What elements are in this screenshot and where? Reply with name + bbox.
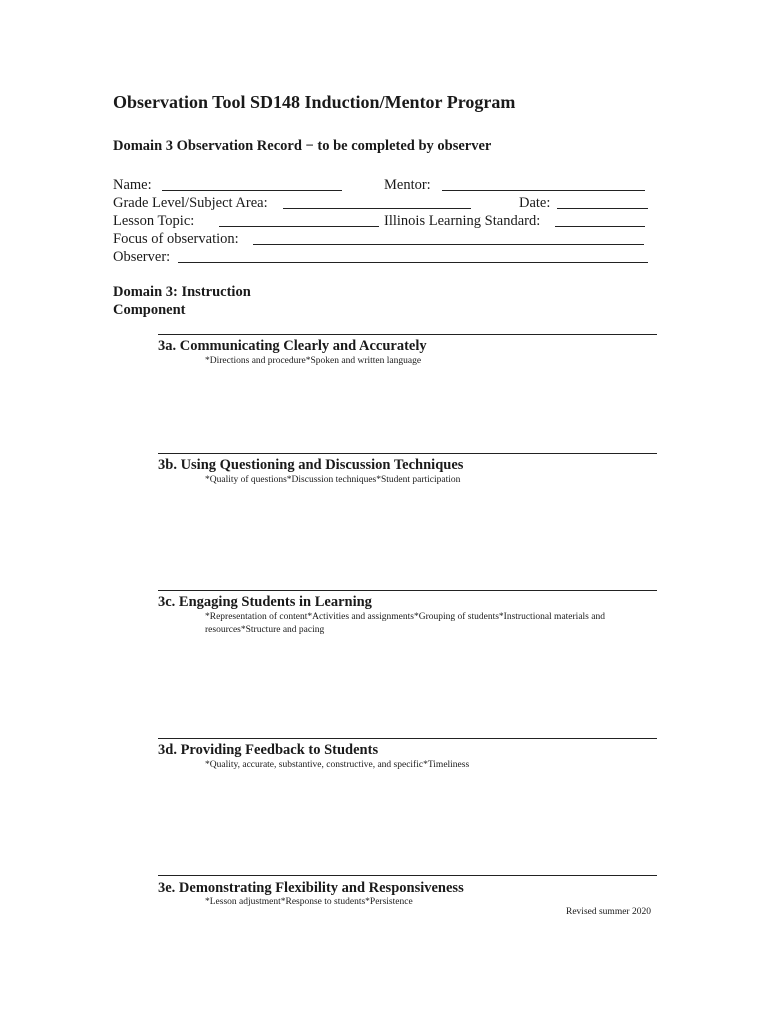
component-hint-3b: *Quality of questions*Discussion techniques*Student participation — [205, 475, 461, 485]
component-hint-3a: *Directions and procedure*Spoken and written language — [205, 356, 422, 366]
section-divider — [158, 590, 657, 591]
page-title: Observation Tool SD148 Induction/Mentor Program — [113, 92, 516, 112]
name-label: Name: — [113, 177, 152, 193]
mentor-field[interactable] — [442, 190, 645, 191]
component-title-3b: 3b. Using Questioning and Discussion Techniques — [158, 457, 464, 473]
section-divider — [158, 875, 657, 876]
domain-subheading: Component — [113, 302, 186, 318]
observer-field[interactable] — [178, 262, 648, 263]
standard-label: Illinois Learning Standard: — [384, 213, 541, 229]
component-hint-3d: *Quality, accurate, substantive, constructive, and specific*Timeliness — [205, 760, 470, 770]
observer-label: Observer: — [113, 249, 171, 265]
component-hint-3c: *Representation of content*Activities and assignments*Grouping of students*Instructional materials and resources*Structure and pacing — [205, 612, 605, 635]
name-field[interactable] — [162, 190, 342, 191]
grade-field[interactable] — [283, 208, 471, 209]
date-label: Date: — [519, 195, 551, 211]
component-title-3c: 3c. Engaging Students in Learning — [158, 594, 372, 610]
component-title-3d: 3d. Providing Feedback to Students — [158, 742, 379, 758]
domain-heading: Domain 3: Instruction — [113, 284, 251, 300]
revision-note: Revised summer 2020 — [566, 907, 651, 917]
grade-label: Grade Level/Subject Area: — [113, 195, 268, 211]
component-hint-3e: *Lesson adjustment*Response to students*Persistence — [205, 897, 413, 907]
section-divider — [158, 453, 657, 454]
component-title-3e: 3e. Demonstrating Flexibility and Responsiveness — [158, 880, 464, 896]
component-title-3a: 3a. Communicating Clearly and Accurately — [158, 338, 427, 354]
standard-field[interactable] — [555, 226, 645, 227]
lesson-field[interactable] — [219, 226, 379, 227]
focus-field[interactable] — [253, 244, 644, 245]
section-divider — [158, 738, 657, 739]
mentor-label: Mentor: — [384, 177, 431, 193]
lesson-label: Lesson Topic: — [113, 213, 195, 229]
date-field[interactable] — [557, 208, 648, 209]
focus-label: Focus of observation: — [113, 231, 239, 247]
page-subtitle: Domain 3 Observation Record − to be completed by observer — [113, 138, 492, 154]
section-divider — [158, 334, 657, 335]
